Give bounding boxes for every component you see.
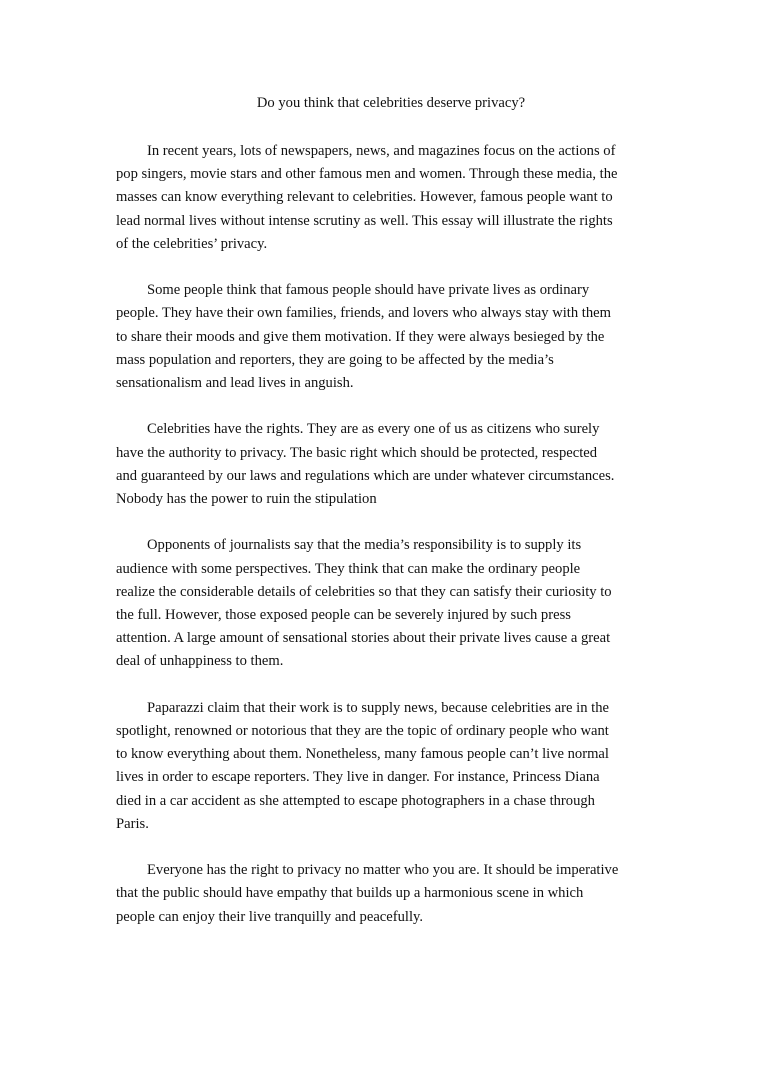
essay-body — [116, 140, 647, 952]
text-line: lead normal lives without intense scrutiny as well. This essay will illustrate the rights — [116, 212, 613, 229]
text-line: the full. However, those exposed people can be severely injured by such press — [116, 607, 571, 624]
text-line: and guaranteed by our laws and regulations which are under whatever circumstances. — [116, 467, 615, 484]
text-line: pop singers, movie stars and other famous men and women. Through these media, the — [116, 166, 618, 183]
text-line: people can enjoy their live tranquilly and peacefully. — [116, 908, 424, 925]
paragraph-opponents — [116, 534, 647, 673]
text-line: Celebrities have the rights. They are as every one of us as citizens who surely — [147, 421, 600, 438]
paragraph-conclusion — [116, 859, 647, 929]
text-line: audience with some perspectives. They think that can make the ordinary people — [116, 560, 581, 577]
text-line: to share their moods and give them motivation. If they were always besieged by the — [116, 328, 605, 345]
paragraph-private-lives — [116, 279, 647, 395]
text-line: sensationalism and lead lives in anguish. — [116, 375, 354, 392]
text-line: Paparazzi claim that their work is to supply news, because celebrities are in the — [147, 699, 609, 716]
text-line: masses can know everything relevant to celebrities. However, famous people want to — [116, 189, 613, 206]
text-line: attention. A large amount of sensational stories about their private lives cause a great — [116, 630, 611, 647]
text-line: people. They have their own families, friends, and lovers who always stay with them — [116, 305, 611, 322]
paragraph-rights — [116, 418, 647, 511]
paragraph-paparazzi — [116, 697, 647, 836]
text-line: Some people think that famous people should have private lives as ordinary — [147, 282, 590, 299]
paragraph-intro — [116, 140, 647, 256]
text-line: Everyone has the right to privacy no matter who you are. It should be imperative — [147, 862, 619, 879]
text-line: realize the considerable details of celebrities so that they can satisfy their curiosity to — [116, 583, 612, 600]
text-line: to know everything about them. Nonetheless, many famous people can’t live normal — [116, 746, 609, 763]
text-line: Nobody has the power to ruin the stipulation — [116, 491, 377, 508]
text-line: lives in order to escape reporters. They live in danger. For instance, Princess Diana — [116, 769, 600, 786]
text-line: In recent years, lots of newspapers, news, and magazines focus on the actions of — [147, 143, 616, 159]
text-line: have the authority to privacy. The basic right which should be protected, respected — [116, 444, 598, 461]
text-line: deal of unhappiness to them. — [116, 653, 284, 670]
essay-title: Do you think that celebrities deserve privacy? — [256, 95, 526, 111]
text-line: of the celebrities’ privacy. — [116, 235, 268, 252]
text-line: died in a car accident as she attempted to escape photographers in a chase through — [116, 792, 595, 809]
text-line: Paris. — [116, 815, 149, 832]
text-line: that the public should have empathy that builds up a harmonious scene in which — [116, 885, 584, 902]
text-line: mass population and reporters, they are going to be affected by the media’s — [116, 351, 554, 368]
text-line: Opponents of journalists say that the media’s responsibility is to supply its — [147, 537, 582, 554]
text-line: spotlight, renowned or notorious that they are the topic of ordinary people who want — [116, 723, 609, 740]
